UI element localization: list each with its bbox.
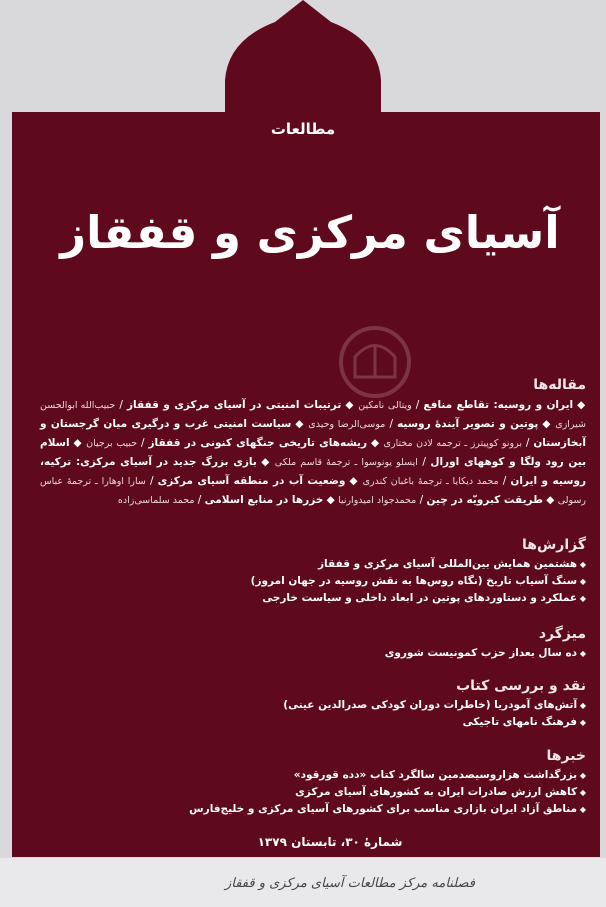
roundtable-heading: میزگرد (538, 626, 586, 642)
list-item: ◆ هشتمین همایش بین‌المللی آسیای مرکزی و قفقاز (251, 556, 586, 573)
journal-title: آسیای مرکزی و قفقاز (60, 206, 560, 259)
list-item: ◆ فرهنگ نامهای تاجیکی (283, 714, 586, 731)
article-item: ◆ طریقت کبرویّه در چین / محمدجواد امیدوارنیا (338, 494, 555, 506)
articles-heading: مقاله‌ها (533, 377, 586, 393)
article-item: ◆ اسلام بین رود ولگا و کوههای اورال / ایسلو یونوسوا ـ ترجمهٔ قاسم ملکی (40, 437, 587, 468)
reviews-list (283, 697, 586, 731)
reviews-heading: نقد و بررسی کتاب (456, 678, 586, 694)
news-heading: خبرها (546, 748, 586, 764)
article-item: ◆ خزرها در منابع اسلامی / محمد سلماسی‌زاده (117, 494, 335, 506)
list-item: ◆ مناطق آزاد ایران بازاری مناسب برای کشورهای آسیای مرکزی و خلیج‌فارس (189, 801, 586, 818)
roundtable-list (385, 645, 586, 662)
list-item: ◆ ده سال بعداز حزب کمونیست شوروی (385, 645, 586, 662)
list-item: ◆ سنگ آسیاب تاریخ (نگاه روس‌ها به نقش روسیه در جهان امروز) (251, 573, 586, 590)
article-item: ◆ وضعیت آب در منطقه آسیای مرکزی / سارا اوهارا ـ ترجمهٔ عباس رسولی (40, 475, 586, 506)
list-item: ◆ کاهش ارزش صادرات ایران به کشورهای آسیای مرکزی (189, 784, 586, 801)
articles-list (40, 396, 586, 510)
reviews-section (283, 678, 586, 731)
article-item: ◆ بازی بزرگ جدید در آسیای مرکزی: ترکیه، روسیه و ایران / محمد دیکایا ـ ترجمهٔ باغبان کندری (40, 456, 587, 487)
list-item: ◆ عملکرد و دستاوردهای پوتین در ابعاد داخلی و سیاست خارجی (251, 590, 586, 607)
list-item: ◆ بزرگداشت هزاروسیصدمین سالگرد کتاب «دده قورقود» (189, 767, 586, 784)
reports-section (251, 537, 586, 607)
article-item: ◆ ریشه‌های تاریخی جنگهای کنونی در قفقاز / حبیب برجیان (86, 437, 380, 449)
reports-list (251, 556, 586, 607)
articles-section (40, 377, 586, 510)
news-section (189, 748, 586, 818)
article-item: ◆ پوتین و تصویر آیندهٔ روسیه / موسی‌الرضا وحیدی (308, 418, 552, 430)
news-list (189, 767, 586, 818)
reports-heading: گزارش‌ها (522, 537, 586, 553)
issue-number: شمارهٔ ۳۰، تابستان ۱۳۷۹ (257, 835, 403, 849)
roundtable-section (385, 626, 586, 662)
list-item: ◆ آتش‌های آمودریا (خاطرات دوران کودکی صدرالدین عینی) (283, 697, 586, 714)
title-kicker: مطالعات (270, 120, 336, 138)
article-item: ◆ سیاست امنیتی غرب و درگیری میان گرجستان و آبخازستان / برونو کوپیترز ـ ترجمه لادن مختاری (40, 418, 586, 449)
article-item: ◆ ایران و روسیه: تقاطع منافع / ویتالی نامکین (358, 399, 586, 411)
publisher-signature: فصلنامه مرکز مطالعات آسیای مرکزی و قفقاز (224, 876, 476, 891)
article-item: ◆ ترتیبات امنیتی در آسیای مرکزی و قفقاز / حبیب‌الله ابوالحسن شیرازی (40, 399, 586, 430)
publisher-footer (0, 858, 606, 907)
